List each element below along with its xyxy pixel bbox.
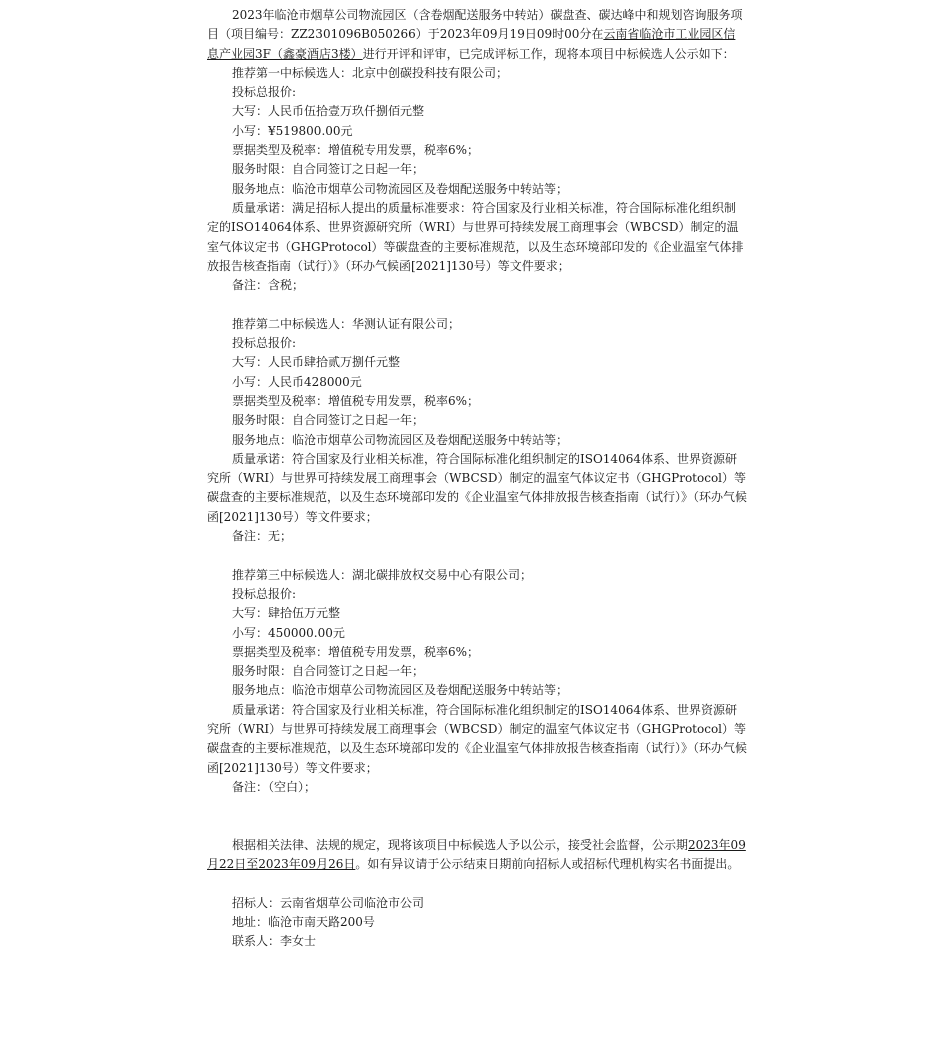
candidate-2 bbox=[207, 315, 747, 547]
remark: 备注：无； bbox=[232, 529, 293, 544]
spacer bbox=[207, 797, 747, 836]
contact-person: 联系人：李女士 bbox=[232, 934, 317, 949]
remark: 备注：含税； bbox=[232, 278, 305, 293]
intro-text-2: 进行开评和评审，已完成评标工作，现将本项目中标候选人公示如下： bbox=[362, 46, 735, 61]
invoice-type: 票据类型及税率：增值税专用发票，税率6%； bbox=[232, 143, 480, 158]
notice-text-1: 根据相关法律、法规的规定，现将该项目中标候选人予以公示，接受社会监督，公示期 bbox=[232, 837, 689, 852]
spacer bbox=[207, 295, 747, 314]
candidate-1 bbox=[207, 64, 747, 296]
remark: 备注：（空白）； bbox=[232, 779, 317, 794]
candidate-3 bbox=[207, 566, 747, 798]
invoice-type: 票据类型及税率：增值税专用发票，税率6%； bbox=[232, 644, 480, 659]
quality-commitment: 质量承诺：符合国家及行业相关标准，符合国际标准化组织制定的ISO14064体系、世界资源研究所（WRI）与世界可持续发展工商理事会（WBCSD）制定的温室气体议定书（GHGProtocol）等碳盘查的主要标准规范，以及生态环境部印发的《企业温室气体排放报告核查指南（试行）》（环办气候函[2021]130号）等文件要求； bbox=[207, 702, 748, 775]
service-place: 服务地点：临沧市烟草公司物流园区及卷烟配送服务中转站等； bbox=[232, 683, 569, 698]
candidate-title: 推荐第一中标候选人：北京中创碳投科技有限公司； bbox=[232, 65, 509, 80]
service-period: 服务时限：自合同签订之日起一年； bbox=[232, 162, 425, 177]
price-label: 投标总报价: bbox=[232, 586, 297, 601]
spacer bbox=[207, 874, 747, 893]
notice-text-2: 。如有异议请于公示结束日期前向招标人或招标代理机构实名书面提出。 bbox=[355, 857, 740, 872]
price-lower: 小写：¥519800.00元 bbox=[232, 123, 353, 138]
intro-paragraph bbox=[207, 6, 747, 64]
price-lower: 小写：450000.00元 bbox=[232, 625, 345, 640]
service-place: 服务地点：临沧市烟草公司物流园区及卷烟配送服务中转站等； bbox=[232, 181, 569, 196]
price-label: 投标总报价: bbox=[232, 336, 297, 351]
price-upper: 大写：肆拾伍万元整 bbox=[232, 606, 341, 621]
quality-commitment: 质量承诺：符合国家及行业相关标准，符合国际标准化组织制定的ISO14064体系、世界资源研究所（WRI）与世界可持续发展工商理事会（WBCSD）制定的温室气体议定书（GHGProtocol）等碳盘查的主要标准规范，以及生态环境部印发的《企业温室气体排放报告核查指南（试行）》（环办气候函[2021]130号）等文件要求； bbox=[207, 451, 748, 524]
price-label: 投标总报价: bbox=[232, 85, 297, 100]
price-upper: 大写：人民币肆拾贰万捌仟元整 bbox=[232, 355, 401, 370]
service-place: 服务地点：临沧市烟草公司物流园区及卷烟配送服务中转站等； bbox=[232, 432, 569, 447]
price-lower: 小写：人民币428000元 bbox=[232, 374, 362, 389]
venue-location: 云南省临沧市工业园区信息产业园3F（鑫豪酒店3楼） bbox=[207, 27, 736, 61]
tenderer: 招标人：云南省烟草公司临沧市公司 bbox=[232, 895, 425, 910]
quality-commitment: 质量承诺：满足招标人提出的质量标准要求：符合国家及行业相关标准，符合国际标准化组织制定的ISO14064体系、世界资源研究所（WRI）与世界可持续发展工商理事会（WBCSD）制定的温室气体议定书（GHGProtocol）等碳盘查的主要标准规范，以及生态环境部印发的《企业温室气体排放报告核查指南（试行）》（环办气候函[2021]130号）等文件要求； bbox=[207, 200, 744, 273]
service-period: 服务时限：自合同签订之日起一年； bbox=[232, 664, 425, 679]
spacer bbox=[207, 546, 747, 565]
intro-text-1: 2023年临沧市烟草公司物流园区（含卷烟配送服务中转站）碳盘查、碳达峰中和规划咨询服务项目（项目编号：ZZ2301096B050266）于2023年09月19日09时00分在 bbox=[207, 8, 743, 42]
publicity-notice bbox=[207, 836, 747, 875]
invoice-type: 票据类型及税率：增值税专用发票，税率6%； bbox=[232, 393, 480, 408]
candidate-title: 推荐第二中标候选人：华测认证有限公司； bbox=[232, 316, 461, 331]
announcement-document bbox=[207, 6, 747, 952]
price-upper: 大写：人民币伍拾壹万玖仟捌佰元整 bbox=[232, 104, 425, 119]
service-period: 服务时限：自合同签订之日起一年； bbox=[232, 413, 425, 428]
candidate-title: 推荐第三中标候选人：湖北碳排放权交易中心有限公司； bbox=[232, 567, 533, 582]
address: 地址：临沧市南天路200号 bbox=[232, 914, 375, 929]
contact-info bbox=[207, 894, 747, 952]
publicity-period: 2023年09月22日至2023年09月26日 bbox=[207, 837, 746, 872]
